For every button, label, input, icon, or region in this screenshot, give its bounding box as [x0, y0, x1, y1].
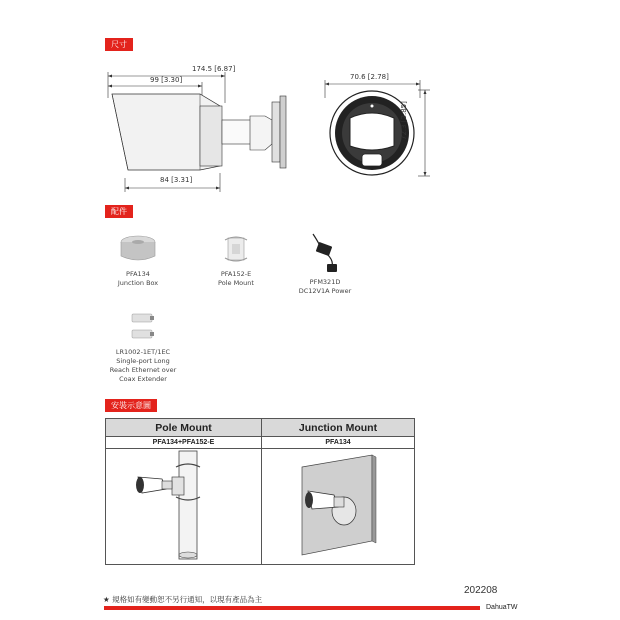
dim-total-length: 174.5 [6.87]: [192, 65, 236, 73]
dimension-drawing: [100, 58, 440, 198]
pole-mount-illustration: [106, 449, 261, 564]
accessory-desc: Pole Mount: [218, 279, 254, 287]
accessory-junction-box: [106, 232, 170, 288]
dim-front-height: 72.3 [2.85]: [400, 101, 408, 140]
section-tag-dimensions: 尺寸: [105, 38, 133, 51]
accessory-desc-line: Single-port Long: [116, 357, 170, 365]
accessory-desc: DC12V1A Power: [298, 287, 352, 295]
accessory-power-adapter: [290, 232, 360, 296]
accessory-model: LR1002-1ET/1EC: [115, 348, 171, 356]
section-tag-installation: 安裝示意圖: [105, 399, 157, 412]
accessory-desc-line: Coax Extender: [119, 375, 167, 383]
accessory-model: PFA134: [126, 270, 150, 278]
junction-mount-model: PFA134: [261, 437, 414, 449]
junction-mount-illustration: [261, 449, 414, 564]
dim-front-length: 99 [3.30]: [150, 76, 183, 84]
document-code: 202208: [464, 585, 498, 596]
dim-front-width: 70.6 [2.78]: [350, 73, 389, 81]
accessory-pole-mount: [204, 232, 268, 288]
extender-icon: [128, 310, 158, 344]
accessory-desc: Junction Box: [117, 279, 159, 287]
pole-mount-model: PFA134+PFA152-E: [106, 437, 261, 449]
accessory-extender: [100, 310, 186, 384]
dim-bottom-length: 84 [3.31]: [160, 176, 193, 184]
footer-red-bar: [104, 606, 480, 610]
accessory-model: PFA152-E: [220, 270, 252, 278]
accessory-model: PFM321D: [309, 278, 341, 286]
accessory-desc-line: Reach Ethernet over: [109, 366, 177, 374]
junction-box-icon: [118, 232, 158, 266]
section-tag-accessories: 配件: [105, 205, 133, 218]
pole-mount-title: Pole Mount: [106, 419, 261, 437]
junction-mount-title: Junction Mount: [261, 419, 414, 437]
pole-mount-icon: [221, 232, 251, 266]
footer-note: ★ 規格如有變動恕不另行通知，以現有產品為主: [103, 595, 263, 604]
brand-label: DahuaTW: [486, 604, 518, 611]
power-adapter-icon: [305, 232, 345, 274]
mount-table: [105, 418, 415, 565]
